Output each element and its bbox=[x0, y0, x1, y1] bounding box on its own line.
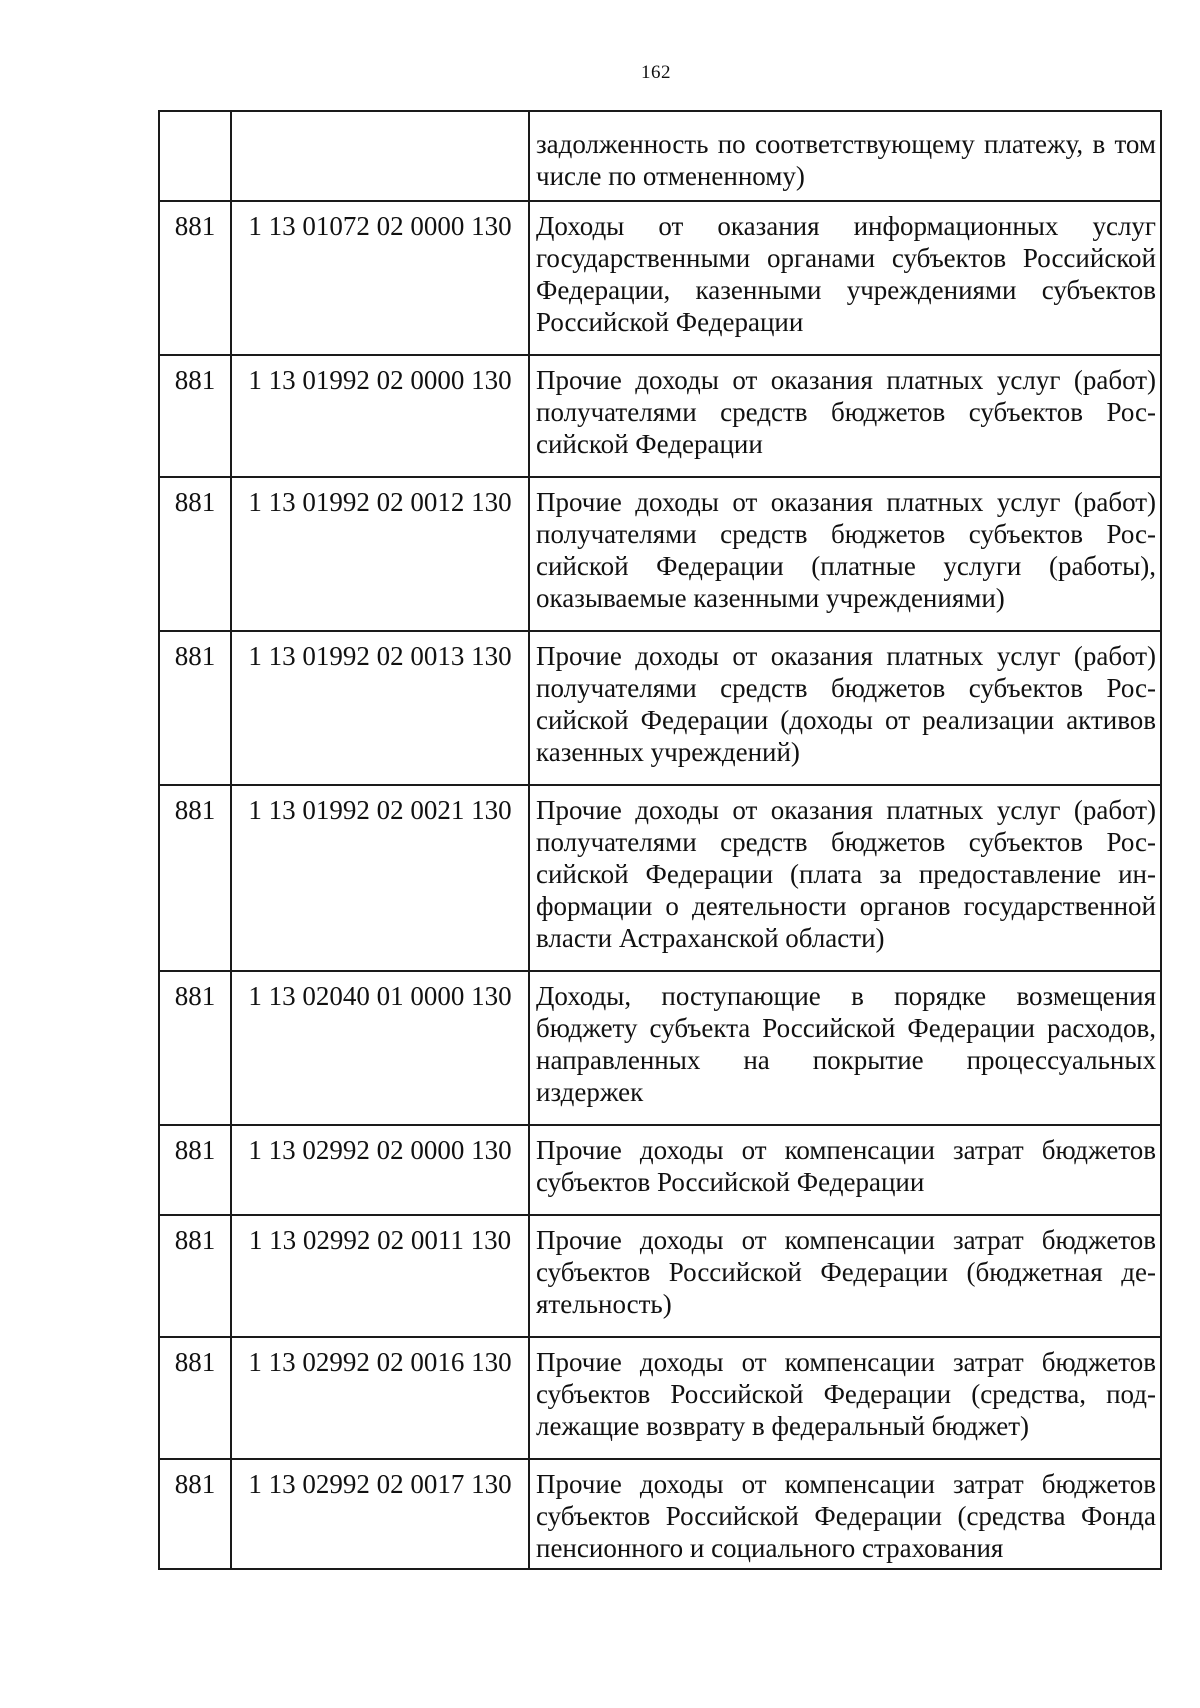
admin-code-cell: 881 bbox=[159, 785, 231, 971]
table-row bbox=[159, 631, 1161, 785]
revenue-name-cell: Прочие доходы от оказания платных услуг (работ) получателями средств бюджетов субъектов Российской Федерации bbox=[529, 355, 1161, 477]
admin-code-cell: 881 bbox=[159, 355, 231, 477]
revenue-name-cell: Доходы от оказания информационных услуг государственными органами субъектов Российской Федерации, казенными учреждениями субъектов Российской Федерации bbox=[529, 201, 1161, 355]
admin-code-cell: 881 bbox=[159, 1459, 231, 1569]
admin-code-cell: 881 bbox=[159, 201, 231, 355]
revenue-classification-table bbox=[158, 110, 1162, 1570]
admin-code-cell: 881 bbox=[159, 1125, 231, 1215]
revenue-code-cell: 1 13 02992 02 0011 130 bbox=[231, 1215, 529, 1337]
revenue-code-cell: 1 13 01992 02 0021 130 bbox=[231, 785, 529, 971]
revenue-code-cell: 1 13 01072 02 0000 130 bbox=[231, 201, 529, 355]
revenue-name-cell: Прочие доходы от компенсации затрат бюджетов субъектов Российской Федерации bbox=[529, 1125, 1161, 1215]
revenue-code-cell: 1 13 01992 02 0013 130 bbox=[231, 631, 529, 785]
admin-code-cell: 881 bbox=[159, 631, 231, 785]
admin-code-cell: 881 bbox=[159, 971, 231, 1125]
revenue-code-cell: 1 13 01992 02 0000 130 bbox=[231, 355, 529, 477]
table-row bbox=[159, 1459, 1161, 1569]
table-row bbox=[159, 971, 1161, 1125]
table-row bbox=[159, 1215, 1161, 1337]
revenue-code-cell: 1 13 02992 02 0000 130 bbox=[231, 1125, 529, 1215]
admin-code-cell: 881 bbox=[159, 1215, 231, 1337]
revenue-code-cell: 1 13 01992 02 0012 130 bbox=[231, 477, 529, 631]
admin-code-cell: 881 bbox=[159, 477, 231, 631]
page-number: 162 bbox=[641, 62, 671, 83]
table-row bbox=[159, 785, 1161, 971]
revenue-code-cell: 1 13 02040 01 0000 130 bbox=[231, 971, 529, 1125]
revenue-name-cell: Доходы, поступающие в порядке возмещения бюджету субъекта Российской Федерации расходов, направленных на покрытие процессуальных издержек bbox=[529, 971, 1161, 1125]
table-row bbox=[159, 355, 1161, 477]
table-row bbox=[159, 477, 1161, 631]
revenue-name-cell: Прочие доходы от компенсации затрат бюджетов субъектов Российской Федерации (средства, подлежащие возврату в федеральный бюджет) bbox=[529, 1337, 1161, 1459]
revenue-name-cell: задолженность по соответствующему платежу, в том числе по отмененному) bbox=[529, 111, 1161, 201]
revenue-code-cell bbox=[231, 111, 529, 201]
admin-code-cell: 881 bbox=[159, 1337, 231, 1459]
revenue-name-cell: Прочие доходы от оказания платных услуг (работ) получателями средств бюджетов субъектов Российской Федерации (доходы от реализации активов казенных учреждений) bbox=[529, 631, 1161, 785]
revenue-name-cell: Прочие доходы от оказания платных услуг (работ) получателями средств бюджетов субъектов Российской Федерации (платные услуги (работы), оказываемые казенными учреждениями) bbox=[529, 477, 1161, 631]
table-row bbox=[159, 1337, 1161, 1459]
revenue-code-cell: 1 13 02992 02 0016 130 bbox=[231, 1337, 529, 1459]
revenue-name-cell: Прочие доходы от компенсации затрат бюджетов субъектов Российской Федерации (бюджетная деятельность) bbox=[529, 1215, 1161, 1337]
revenue-name-cell: Прочие доходы от компенсации затрат бюджетов субъектов Российской Федерации (средства Фонда пенсионного и социального страхования bbox=[529, 1459, 1161, 1569]
table-row bbox=[159, 1125, 1161, 1215]
table-row bbox=[159, 201, 1161, 355]
revenue-code-cell: 1 13 02992 02 0017 130 bbox=[231, 1459, 529, 1569]
table-row bbox=[159, 111, 1161, 201]
admin-code-cell bbox=[159, 111, 231, 201]
revenue-name-cell: Прочие доходы от оказания платных услуг (работ) получателями средств бюджетов субъектов Российской Федерации (плата за предоставление информации о деятельности органов государственной власти Астраханской области) bbox=[529, 785, 1161, 971]
